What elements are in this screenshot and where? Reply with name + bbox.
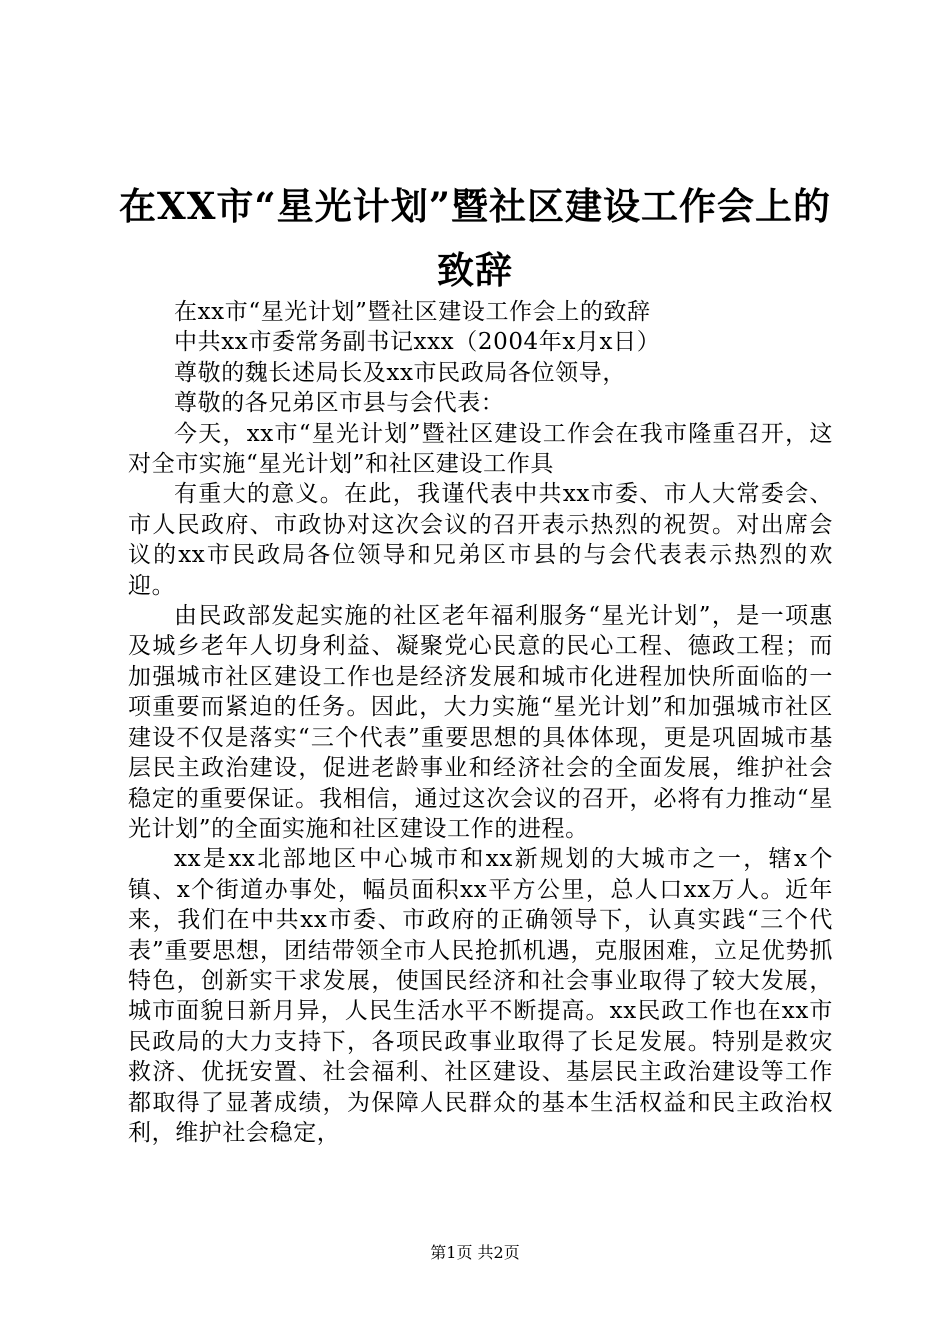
document-title-line1: 在XX市“星光计划”暨社区建设工作会上的	[119, 184, 831, 228]
paragraph-star-plan: 由民政部发起实施的社区老年福利服务“星光计划”，是一项惠及城乡老年人切身利益、凝聚党心民意的民心工程、德政工程；而加强城市社区建设工作也是经济发展和城市化进程加快所面临的一项重要而紧迫的任务。因此，大力实施“星光计划”和加强城市社区建设不仅是落实“三个代表”重要思想的具体体现，更是巩固城市基层民主政治建设，促进老龄事业和经济社会的全面发展，维护社会稳定的重要保证。我相信，通过这次会议的召开，必将有力推动“星光计划”的全面实施和社区建设工作的进程。	[128, 603, 833, 842]
paragraph-salutation-2: 尊敬的各兄弟区市县与会代表：	[174, 390, 505, 417]
paragraph-city-overview: xx是xx北部地区中心城市和xx新规划的大城市之一，辖x个镇、x个街道办事处，幅员面积xx平方公里，总人口xx万人。近年来，我们在中共xx市委、市政府的正确领导下，认真实践“三个代表”重要思想，团结带领全市人民抢抓机遇，克服困难，立足优势抓特色，创新实干求发展，使国民经济和社会事业取得了较大发展，城市面貌日新月异，人民生活水平不断提高。xx民政工作也在xx市民政局的大力支持下，各项民政事业取得了长足发展。特别是救灾救济、优抚安置、社会福利、社区建设、基层民主政治建设等工作都取得了显著成绩，为保障人民群众的基本生活权益和民主政治权利，维护社会稳定，	[128, 846, 833, 1146]
paragraph-welcome: 有重大的意义。在此，我谨代表中共xx市委、市人大常委会、市人民政府、市政协对这次会议的召开表示热烈的祝贺。对出席会议的xx市民政局各位领导和兄弟区市县的与会代表表示热烈的欢迎。	[128, 481, 833, 599]
page-footer: 第1页 共2页	[430, 1243, 520, 1262]
paragraph-salutation-1: 尊敬的魏长述局长及xx市民政局各位领导，	[174, 359, 626, 386]
document-body	[128, 297, 833, 1148]
paragraph-opening: 今天，xx市“星光计划”暨社区建设工作会在我市隆重召开，这对全市实施“星光计划”和社区建设工作具	[128, 420, 833, 478]
paragraph-heading: 在xx市“星光计划”暨社区建设工作会上的致辞	[174, 299, 651, 325]
document-title-line2: 致辞	[437, 248, 513, 292]
paragraph-author: 中共xx市委常务副书记xxx（2004年x月x日）	[174, 329, 661, 356]
